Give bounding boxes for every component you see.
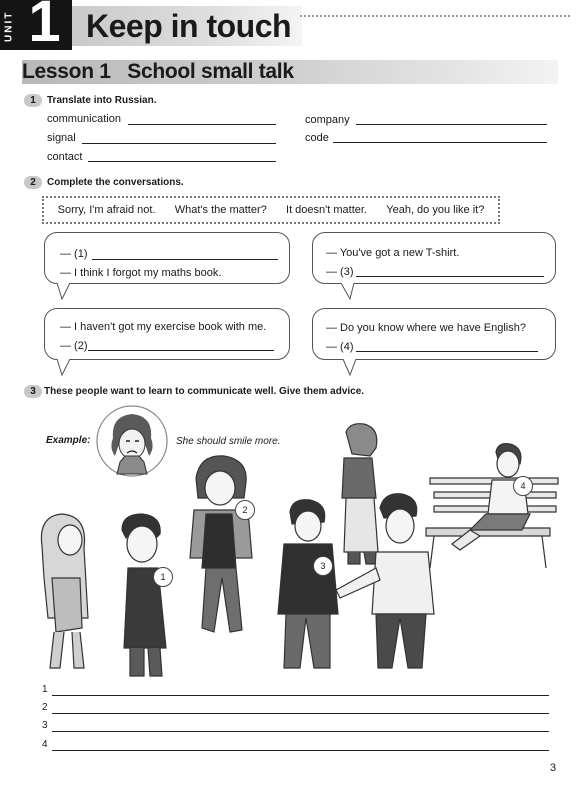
bench-girl-figure [426,444,558,568]
answer-line[interactable] [52,750,549,751]
phrase: It doesn't matter. [286,204,367,216]
bubble-tail [342,359,358,377]
section-2-instruction: Complete the conversations. [47,177,184,188]
phrase: What's the matter? [174,204,267,216]
answer-number-2: 2 [42,702,48,713]
phrase: Yeah, do you like it? [386,204,485,216]
section-3-instruction: These people want to learn to communicate well. Give them advice. [44,386,365,397]
phrase: Sorry, I'm afraid not. [57,204,156,216]
girl-3-figure [342,424,378,564]
bubble-4-line-2: — (4) [326,341,354,353]
answer-number-4: 4 [42,739,48,750]
bubble-3-line-2: — (2) [60,340,88,352]
boy-3-figure [278,500,338,668]
boy-1-figure [122,514,166,676]
bubble-tail [56,283,72,301]
word-communication: communication [47,113,121,125]
answer-number-1: 1 [42,684,48,695]
page-number: 3 [550,762,557,774]
bubble-2-line-1: — You've got a new T-shirt. [326,247,460,259]
title-dotted-rule [300,15,570,17]
answer-line[interactable] [88,350,274,351]
word-contact: contact [47,151,83,163]
answer-line[interactable] [82,143,276,144]
figure-number-2: 2 [235,500,255,520]
figure-number-1: 1 [153,567,173,587]
bubble-4-line-1: — Do you know where we have English? [326,322,526,334]
bubble-2-line-2: — (3) [326,266,354,278]
section-2-number: 2 [24,176,42,189]
figure-number-3: 3 [313,556,333,576]
section-1-instruction: Translate into Russian. [47,95,157,106]
bubble-tail [56,359,72,377]
answer-line[interactable] [52,695,549,696]
answer-line[interactable] [52,731,549,732]
unit-label: UNIT [3,10,15,42]
answer-line[interactable] [88,161,276,162]
girl-figure [41,514,88,668]
answer-line[interactable] [356,351,538,352]
section-3-number: 3 [24,385,42,398]
answer-line[interactable] [356,276,544,277]
answer-line[interactable] [333,142,547,143]
word-company: company [305,114,350,126]
example-sentence: She should smile more. [176,436,281,447]
people-illustration [30,418,560,680]
answer-line[interactable] [52,713,549,714]
bubble-1-line-1: — (1) [60,248,88,260]
lesson-title: Lesson 1 School small talk [22,60,294,83]
bubble-tail [340,283,356,301]
unit-number: 1 [28,0,61,54]
example-label: Example: [46,435,91,446]
bubble-1-line-2: — I think I forgot my maths book. [60,267,222,279]
answer-line[interactable] [92,259,278,260]
answer-line[interactable] [128,124,276,125]
figure-number-4: 4 [513,476,533,496]
section-1-number: 1 [24,94,42,107]
word-signal: signal [47,132,76,144]
word-code: code [305,132,329,144]
answer-number-3: 3 [42,720,48,731]
bubble-3-line-1: — I haven't got my exercise book with me. [60,321,267,333]
phrase-box [42,196,500,224]
unit-title: Keep in touch [86,8,292,44]
answer-line[interactable] [356,124,547,125]
girl-2-figure [190,456,252,632]
